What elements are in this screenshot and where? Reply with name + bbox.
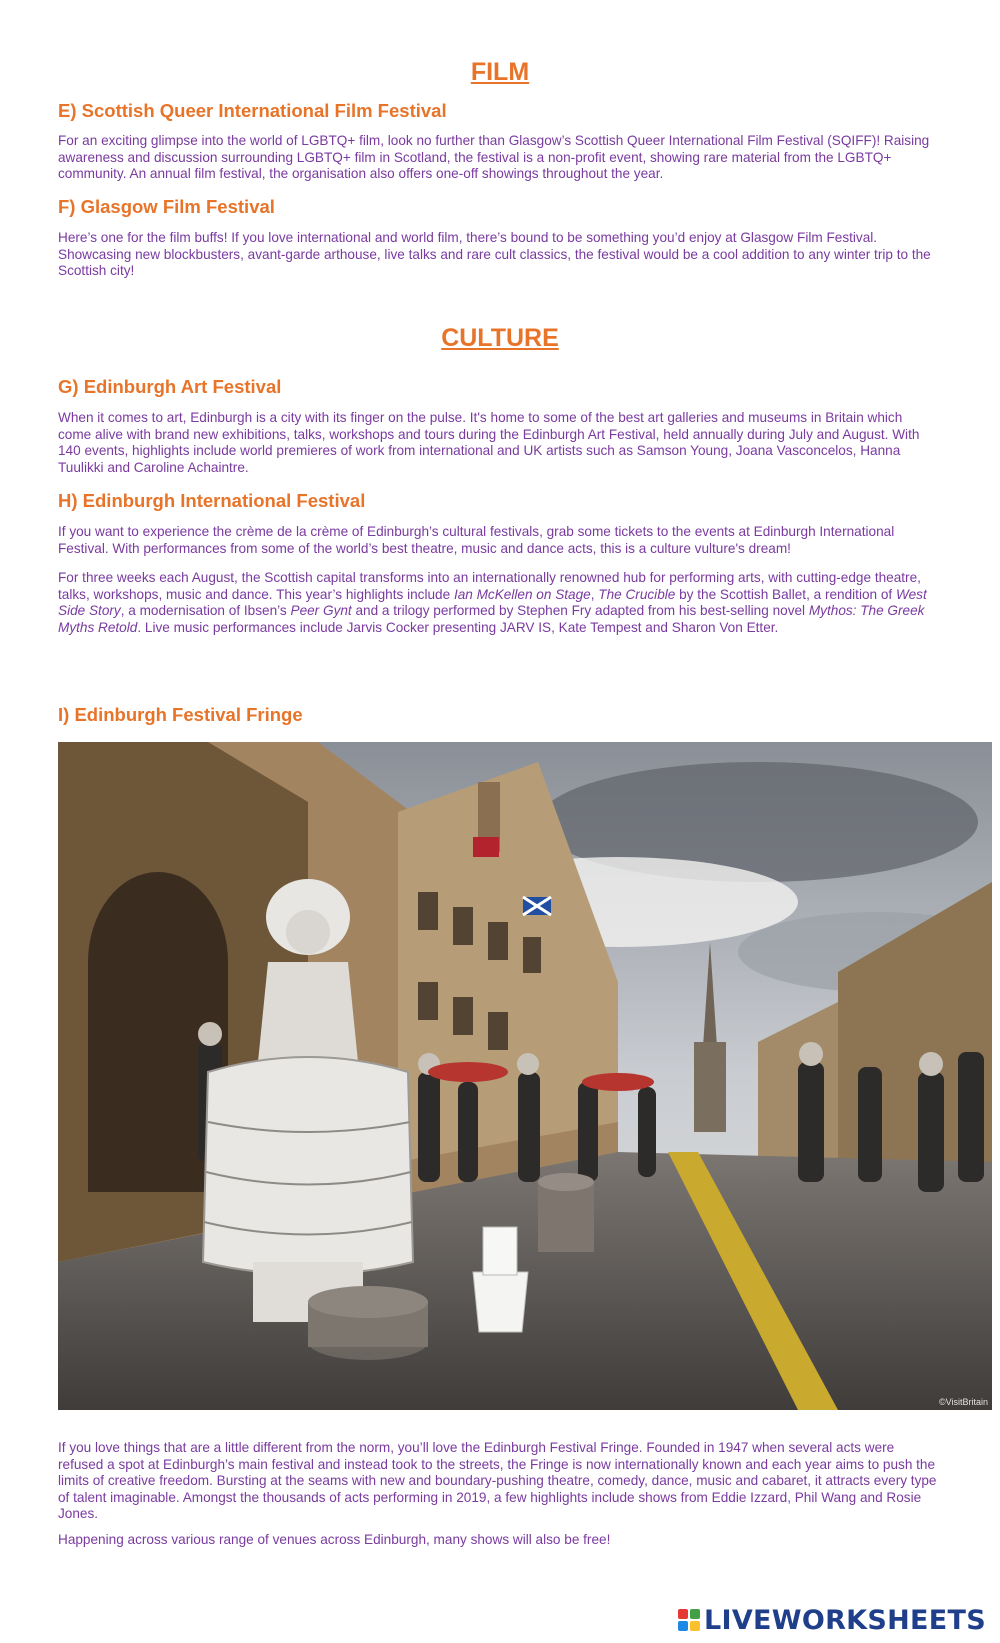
text-span: and a trilogy performed by Stephen Fry adapted from his best-selling novel: [351, 603, 809, 619]
text-span: . Live music performances include Jarvis Cocker presenting JARV IS, Kate Tempest and Sharon Von Etter.: [137, 619, 779, 635]
logo-square: [678, 1609, 688, 1619]
title-ian-mckellen: Ian McKellen on Stage: [453, 586, 591, 602]
fringe-street-photo: [58, 742, 992, 1410]
title-mythos: Mythos: The Greek Myths Retold: [58, 603, 925, 635]
heading-g-art-festival: G) Edinburgh Art Festival: [58, 376, 282, 397]
liveworksheets-logo-text: LIVEWORKSHEETS: [703, 1604, 986, 1636]
logo-square: [690, 1621, 700, 1631]
paragraph-i-fringe: If you love things that are a little different from the norm, you’ll love the Edinburgh Festival Fringe. Founded in 1947 when several acts were refused a spot at Edinburgh’s main festival and instead took to the streets, the Fringe is now internationally known and each year aims to push the limits of creative freedom. Bursting at the seams with new and boundary-pushing theatre, comedy, dance, music and cabaret, it attracts every type of talent imaginable. Amongst the thousands of acts performing in 2019, a few highlights include shows from Eddie Izzard, Phil Wang and Rosie Jones.: [58, 1440, 937, 1522]
heading-e-sqiff: E) Scottish Queer International Film Festival: [58, 100, 447, 121]
paragraph-f-glasgow-film: Here’s one for the film buffs! If you love international and world film, there’s bound to be something you’d enjoy at Glasgow Film Festival. Showcasing new blockbusters, avant-garde arthouse, live talks and rare cult classics, the festival would be a cool addition to any winter trip to the Scottish city!: [58, 230, 931, 279]
logo-square: [678, 1621, 688, 1631]
heading-f-glasgow-film: F) Glasgow Film Festival: [58, 196, 275, 217]
paragraph-h-highlights: [58, 570, 938, 636]
paragraph-i-free-shows: Happening across various range of venues across Edinburgh, many shows will also be free!: [58, 1532, 611, 1547]
paragraph-g-art-festival: When it comes to art, Edinburgh is a city with its finger on the pulse. It's home to some of the best art galleries and museums in Britain which come alive with brand new exhibitions, talks, workshops and tours during the Edinburgh Art Festival, held annually during July and August. With 140 events, highlights include world premieres of work from international and UK artists such as Samson Young, Joana Vasconcelos, Hanna Tuulikki and Caroline Achaintre.: [58, 410, 920, 475]
text-span: by the Scottish Ballet, a rendition of: [675, 586, 896, 602]
logo-square: [690, 1609, 700, 1619]
text-span: ,: [590, 586, 599, 602]
heading-i-fringe: I) Edinburgh Festival Fringe: [58, 704, 303, 725]
paragraph-e-sqiff: For an exciting glimpse into the world of LGBTQ+ film, look no further than Glasgow’s Scottish Queer International Film Festival (SQIFF)! Raising awareness and discussion surrounding LGBTQ+ film in Scotland, the festival is a non-profit event, showing rare material from the LGBTQ+ community. An annual film festival, the organisation also offers one-off showings throughout the year.: [58, 133, 930, 182]
paragraph-h-intro: If you want to experience the crème de la crème of Edinburgh’s cultural festivals, grab some tickets to the events at Edinburgh International Festival. With performances from some of the world’s best theatre, music and dance acts, this is a culture vulture's dream!: [58, 524, 895, 556]
title-peer-gynt: Peer Gynt: [290, 603, 352, 619]
liveworksheets-logo[interactable]: [678, 1604, 986, 1636]
photo-credit: ©VisitBritain: [939, 1397, 988, 1407]
culture-section-title: CULTURE: [441, 324, 559, 352]
liveworksheets-logo-mark: [678, 1609, 700, 1631]
text-span: For three weeks each August, the Scottish capital transforms into an internationally renowned hub for performing arts, with cutting-edge theatre, talks, workshops, music and dance. This year’s highlights include: [58, 570, 921, 602]
film-section-title: FILM: [470, 58, 530, 86]
heading-h-international-festival: H) Edinburgh International Festival: [58, 490, 366, 511]
title-west-side-story: West Side Story: [58, 586, 927, 619]
title-the-crucible: The Crucible: [598, 586, 676, 602]
text-span: , a modernisation of Ibsen’s: [120, 603, 291, 619]
